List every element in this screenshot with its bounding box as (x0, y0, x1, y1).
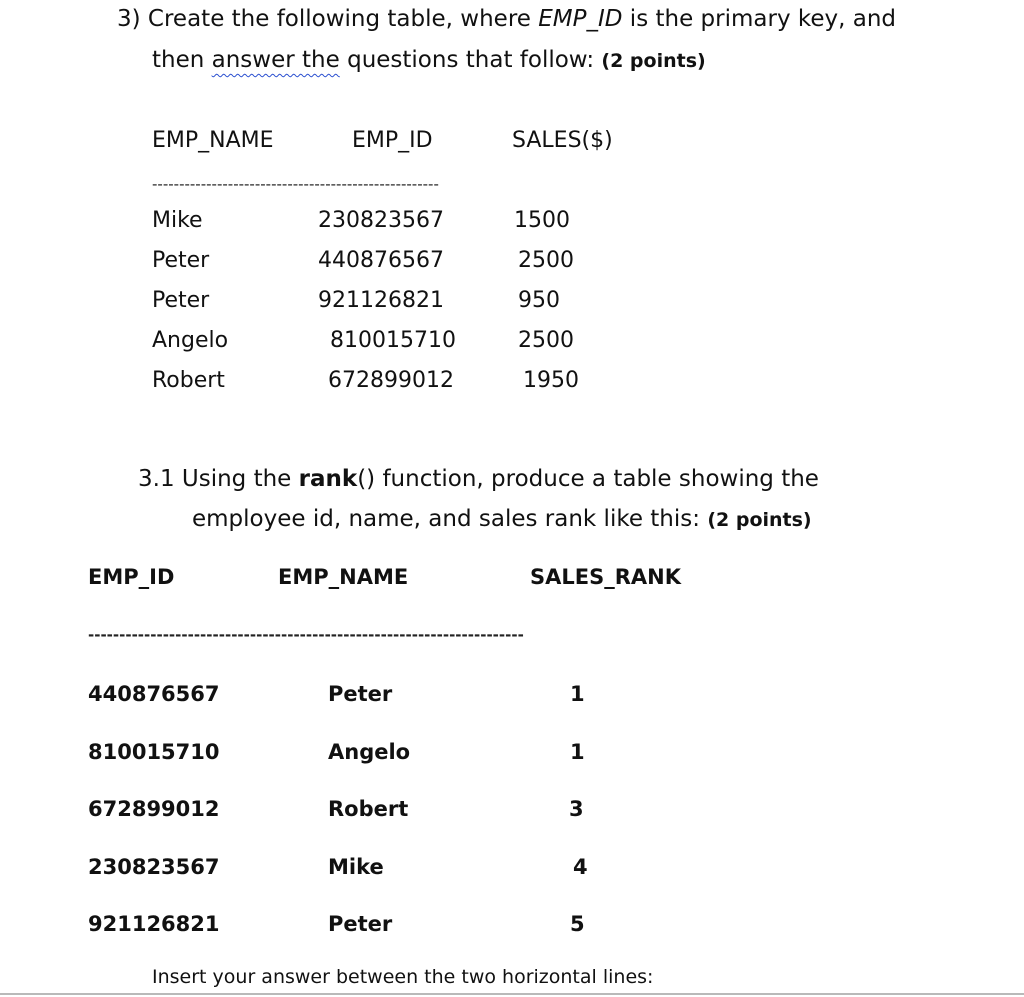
table1-cell-sales: 1500 (514, 208, 570, 233)
table2-cell-id: 672899012 (88, 797, 220, 821)
table1-cell-sales: 2500 (518, 248, 574, 273)
question-3-text-d: questions that follow: (339, 47, 602, 73)
table2-cell-name: Angelo (328, 740, 411, 764)
question-3-points: (2 points) (601, 50, 706, 72)
table1-cell-id: 810015710 (330, 328, 456, 353)
table1-header-sales: SALES($) (512, 128, 613, 153)
table2-separator: ---------------------------------------------------------------------- (88, 626, 524, 644)
question-3-1-text-c: employee id, name, and sales rank like this: (192, 506, 708, 532)
question-3-text-b: is the primary key, and (622, 6, 897, 32)
table1-cell-sales: 950 (518, 288, 560, 313)
question-3-text-c: then (152, 47, 212, 73)
table2-cell-id: 230823567 (88, 855, 220, 879)
table1-cell-id: 921126821 (318, 288, 444, 313)
table1-separator: ----------------------------------------------------- (152, 175, 439, 193)
table2-header-emp-name: EMP_NAME (278, 565, 409, 589)
question-3-emphasis: EMP_ID (538, 6, 623, 32)
table2-cell-rank: 1 (570, 682, 585, 706)
table1-cell-id: 230823567 (318, 208, 444, 233)
table2-cell-rank: 5 (570, 912, 585, 936)
table1-cell-name: Robert (152, 368, 225, 393)
question-3-1-text-a: 3.1 Using the (138, 466, 299, 492)
table1-cell-name: Peter (152, 248, 210, 273)
table2-cell-id: 810015710 (88, 740, 220, 764)
question-3-line-1 (117, 6, 896, 32)
table2-cell-name: Peter (328, 912, 393, 936)
table1-cell-id: 440876567 (318, 248, 444, 273)
table2-cell-id: 440876567 (88, 682, 220, 706)
horizontal-rule (0, 993, 1024, 995)
table2-cell-name: Peter (328, 682, 393, 706)
question-3-1-text-b: () function, produce a table showing the (357, 466, 819, 492)
table1-cell-name: Angelo (152, 328, 229, 353)
table1-cell-name: Peter (152, 288, 210, 313)
question-3-1-points: (2 points) (707, 509, 812, 531)
question-3-spellcheck-phrase: answer the (211, 47, 340, 73)
table2-header-emp-id: EMP_ID (88, 565, 175, 589)
question-3-text-a: 3) Create the following table, where (117, 6, 539, 32)
question-3-1-line-1 (138, 466, 819, 492)
table1-header-emp-id: EMP_ID (352, 128, 433, 153)
table2-cell-rank: 1 (570, 740, 585, 764)
table1-cell-name: Mike (152, 208, 203, 233)
table2-cell-name: Mike (328, 855, 384, 879)
table1-cell-id: 672899012 (328, 368, 454, 393)
table2-header-sales-rank: SALES_RANK (530, 565, 681, 589)
table2-cell-id: 921126821 (88, 912, 220, 936)
question-3-line-2 (152, 47, 706, 73)
table1-header-emp-name: EMP_NAME (152, 128, 274, 153)
table1-cell-sales: 2500 (518, 328, 574, 353)
answer-instruction: Insert your answer between the two horizontal lines: (152, 966, 654, 988)
question-3-1-line-2 (192, 506, 812, 532)
table1-cell-sales: 1950 (523, 368, 579, 393)
table2-cell-rank: 3 (569, 797, 584, 821)
table2-cell-name: Robert (328, 797, 409, 821)
table2-cell-rank: 4 (573, 855, 588, 879)
question-3-1-function-name: rank (298, 466, 358, 492)
